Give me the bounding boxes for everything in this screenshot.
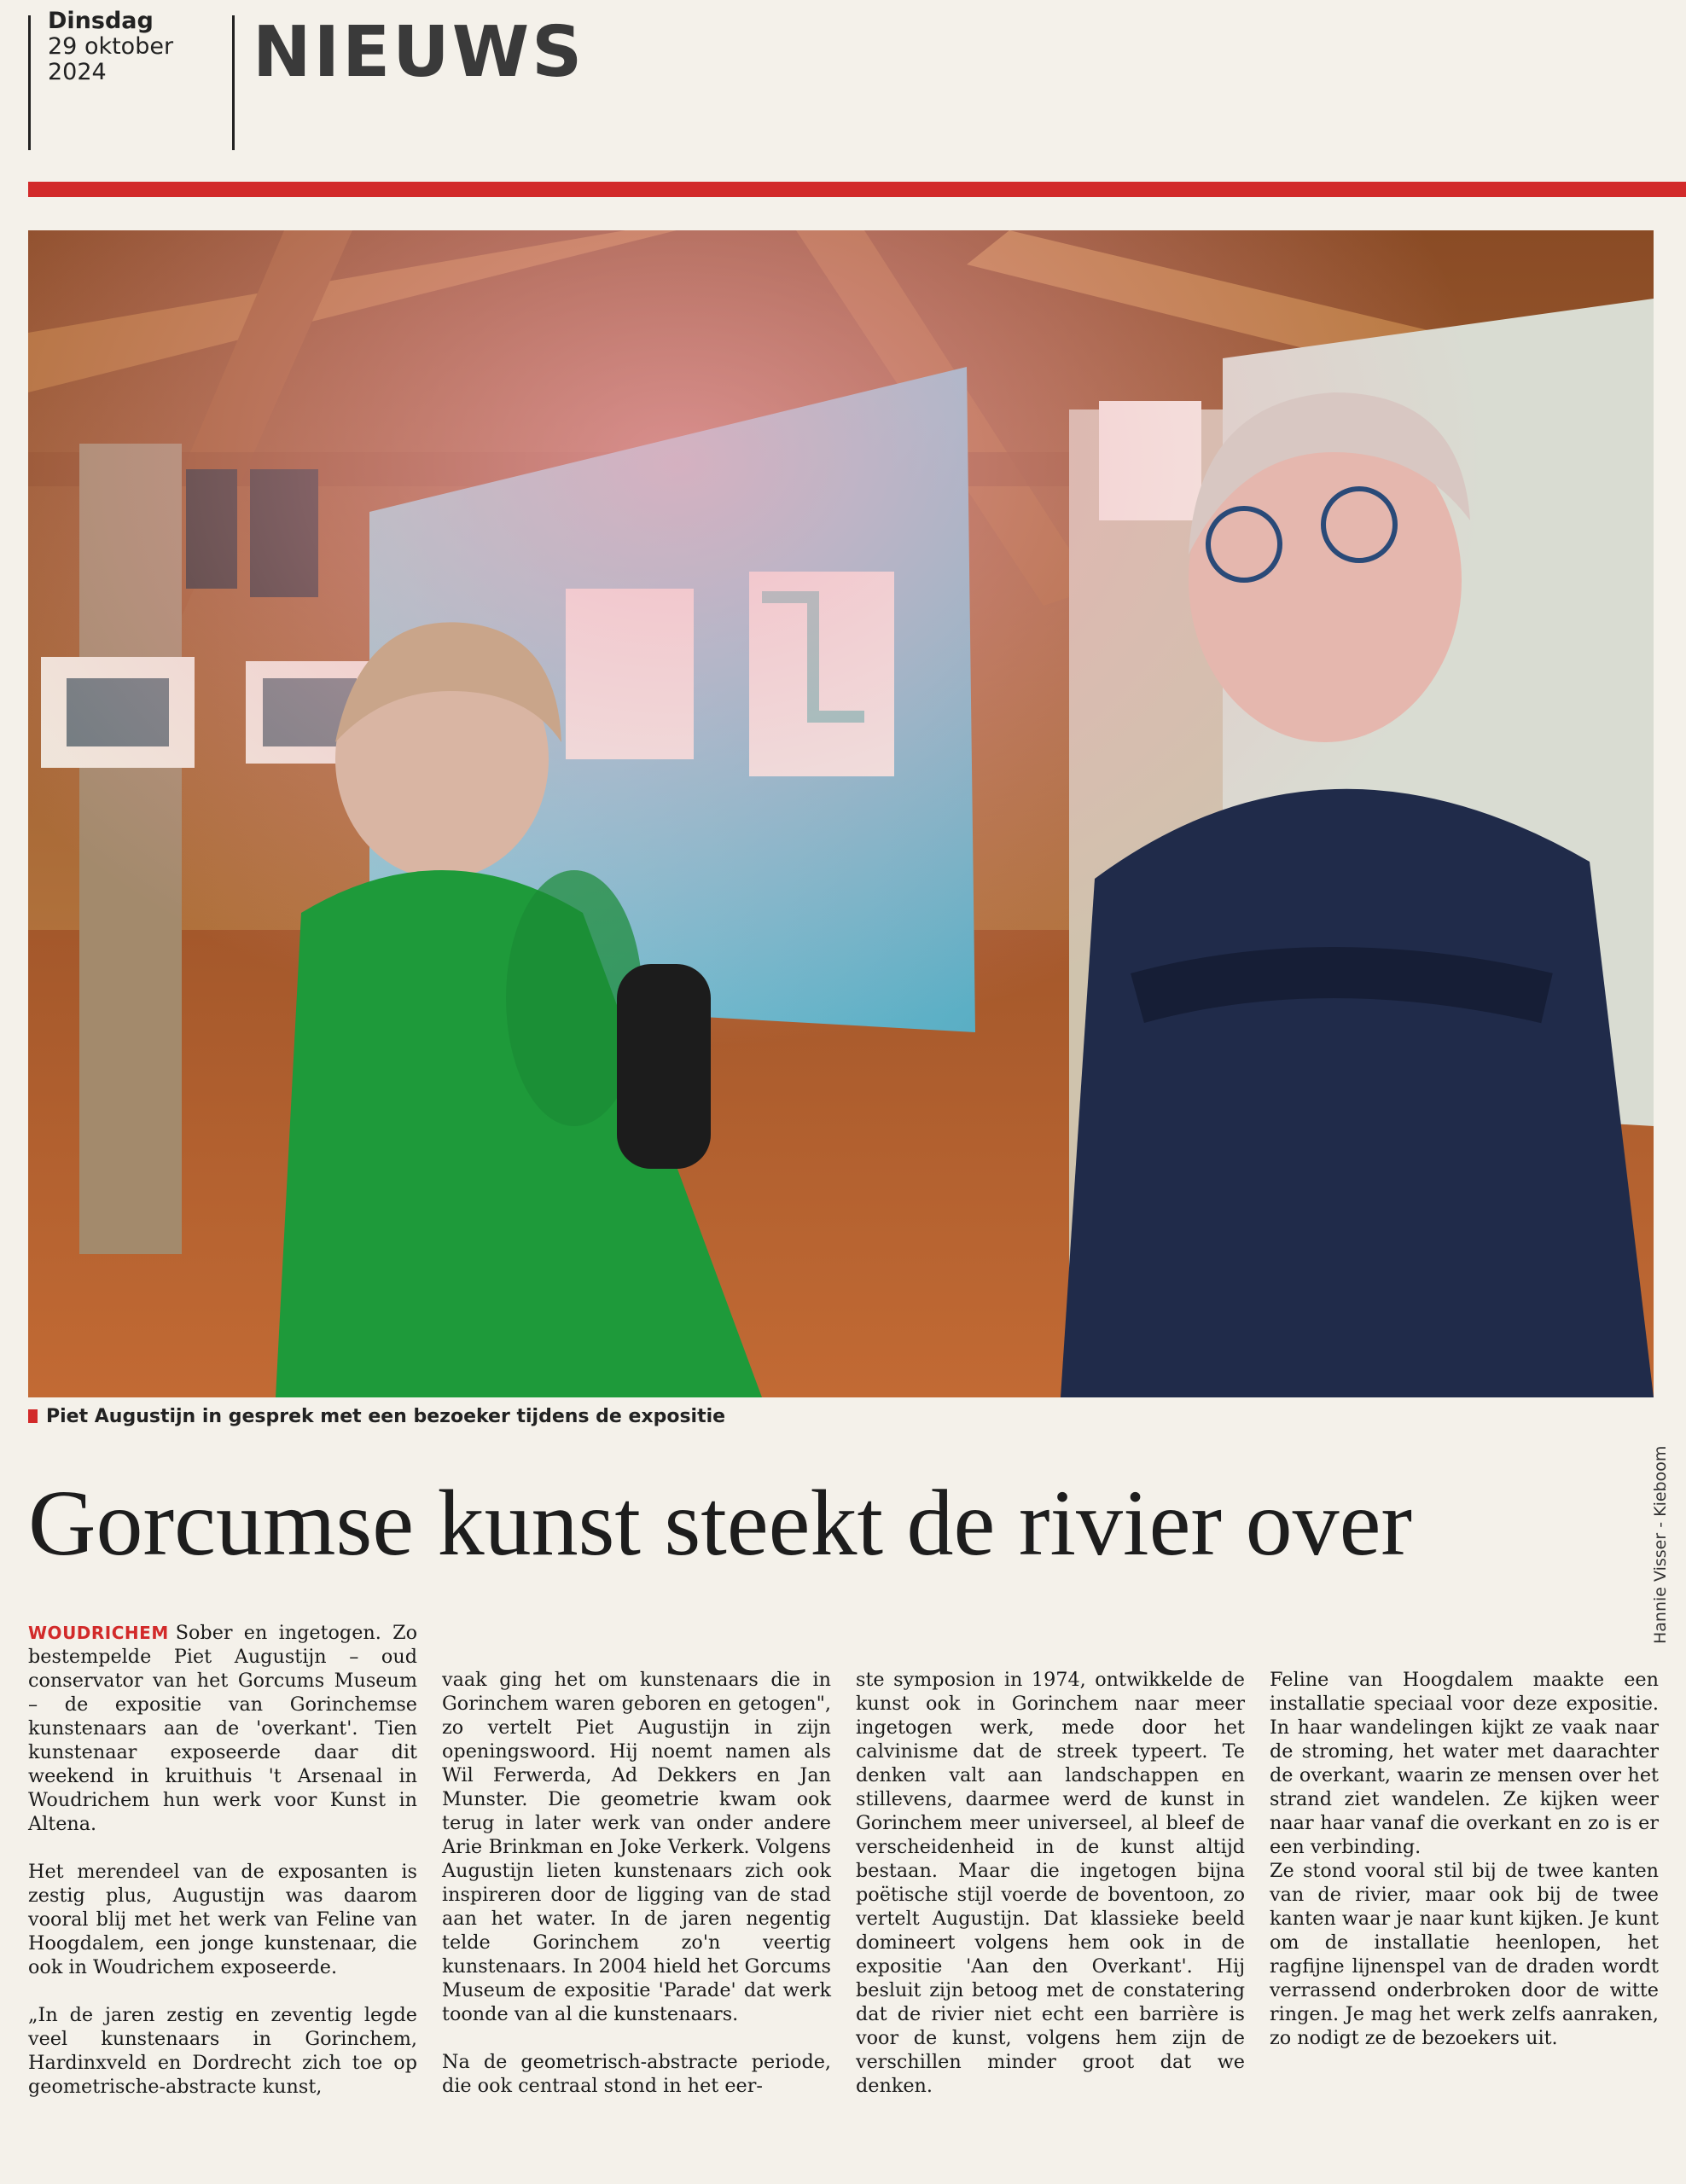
paragraph: Ze stond vooral stil bij de twee kanten van de rivier, maar ook bij de twee kanten waar je naar kunt kijken. Je kunt om de installatie heenlopen, het ragfijne lijnenspel van de draden wordt verrassend onderbroken door de witte ringen. Je mag het werk zelfs aanraken, zo nodigt ze de bezoekers uit. xyxy=(1270,1860,1659,2049)
article-headline: Gorcumse kunst steekt de rivier over xyxy=(28,1471,1413,1575)
dateline-kicker: WOUDRICHEM xyxy=(28,1623,169,1643)
section-title: NIEUWS xyxy=(253,12,585,93)
left-rule xyxy=(28,15,31,150)
article-column-4 xyxy=(1270,1668,1659,2050)
paragraph: Na de geometrisch-abstracte periode, die ook centraal stond in het eer- xyxy=(442,2051,831,2097)
paragraph: „In de jaren zestig en zeventig legde veel kunstenaars in Gorinchem, Hardinxveld en Dordrecht zich toe op geometrische-abstracte kunst, xyxy=(28,2004,417,2098)
article-column-1 xyxy=(28,1621,417,2099)
article-photo xyxy=(28,230,1654,1397)
paragraph: Sober en ingetogen. Zo bestempelde Piet Augustijn – oud conservator van het Gorcums Museum – de expositie van Gorinchemse kunstenaars aan de 'overkant'. Tien kunstenaar exposeerde daar dit weekend in kruithuis 't Arsenaal in Woudrichem hun werk voor Kunst in Altena. xyxy=(28,1622,417,1835)
paragraph: Feline van Hoogdalem maakte een installatie speciaal voor deze expositie. In haar wandelingen kijkt ze vaak naar de stroming, het water met daarachter de overkant, waarin ze mensen over het strand ziet wandelen. Ze kijken weer naar haar vanaf die overkant en zo is er een verbinding. xyxy=(1270,1669,1659,1858)
paragraph: ste symposion in 1974, ontwikkelde de kunst ook in Gorinchem naar meer ingetogen werk, mede door het calvinisme dat de streek typeert. Te denken valt aan landschappen en stillevens, daarmee werd de kunst in Gorinchem meer universeel, al bleef de verscheidenheid in de kunst altijd bestaan. Maar die ingetogen bijna poëtische stijl voerde de boventoon, zo vertelt Augustijn. Dat klassieke beeld domineert volgens hem ook in de expositie 'Aan den Overkant'. Hij besluit zijn betoog met de constatering dat de rivier niet echt een barrière is voor de kunst, volgens hem zijn de verschillen minder groot dat we denken. xyxy=(856,1669,1245,2097)
date-day: Dinsdag xyxy=(48,8,154,34)
photo-credit-text: Hannie Visser - Kieboom xyxy=(1651,1445,1670,1644)
date-daymonth: 29 oktober xyxy=(48,33,174,60)
paragraph: Het merendeel van de exposanten is zestig plus, Augustijn was daarom vooral blij met het werk van Feline van Hoogdalem, een jonge kunstenaar, die ook in Woudrichem exposeerde. xyxy=(28,1861,417,1978)
article-column-2 xyxy=(442,1668,831,2098)
caption-marker xyxy=(28,1409,38,1423)
publication-date xyxy=(48,9,173,85)
date-divider xyxy=(232,15,235,150)
article-column-3 xyxy=(856,1668,1245,2098)
date-year: 2024 xyxy=(48,59,107,85)
caption-text: Piet Augustijn in gesprek met een bezoeker tijdens de expositie xyxy=(46,1406,726,1427)
masthead xyxy=(0,0,1686,183)
paragraph: vaak ging het om kunstenaars die in Gorinchem waren geboren en getogen", zo vertelt Piet Augustijn in zijn openingswoord. Hij noemt namen als Wil Ferwerda, Ad Dekkers en Jan Munster. Die geometrie kwam ook terug in later werk van onder andere Arie Brinkman en Joke Verkerk. Volgens Augustijn lieten kunstenaars zich ook inspireren door de ligging van de stad aan het water. In de jaren negentig telde Gorinchem zo'n veertig kunstenaars. In 2004 hield het Gorcums Museum de expositie 'Parade' dat werk toonde van al die kunstenaars. xyxy=(442,1669,831,2025)
section-red-bar xyxy=(28,182,1686,197)
photo-caption xyxy=(28,1406,725,1427)
